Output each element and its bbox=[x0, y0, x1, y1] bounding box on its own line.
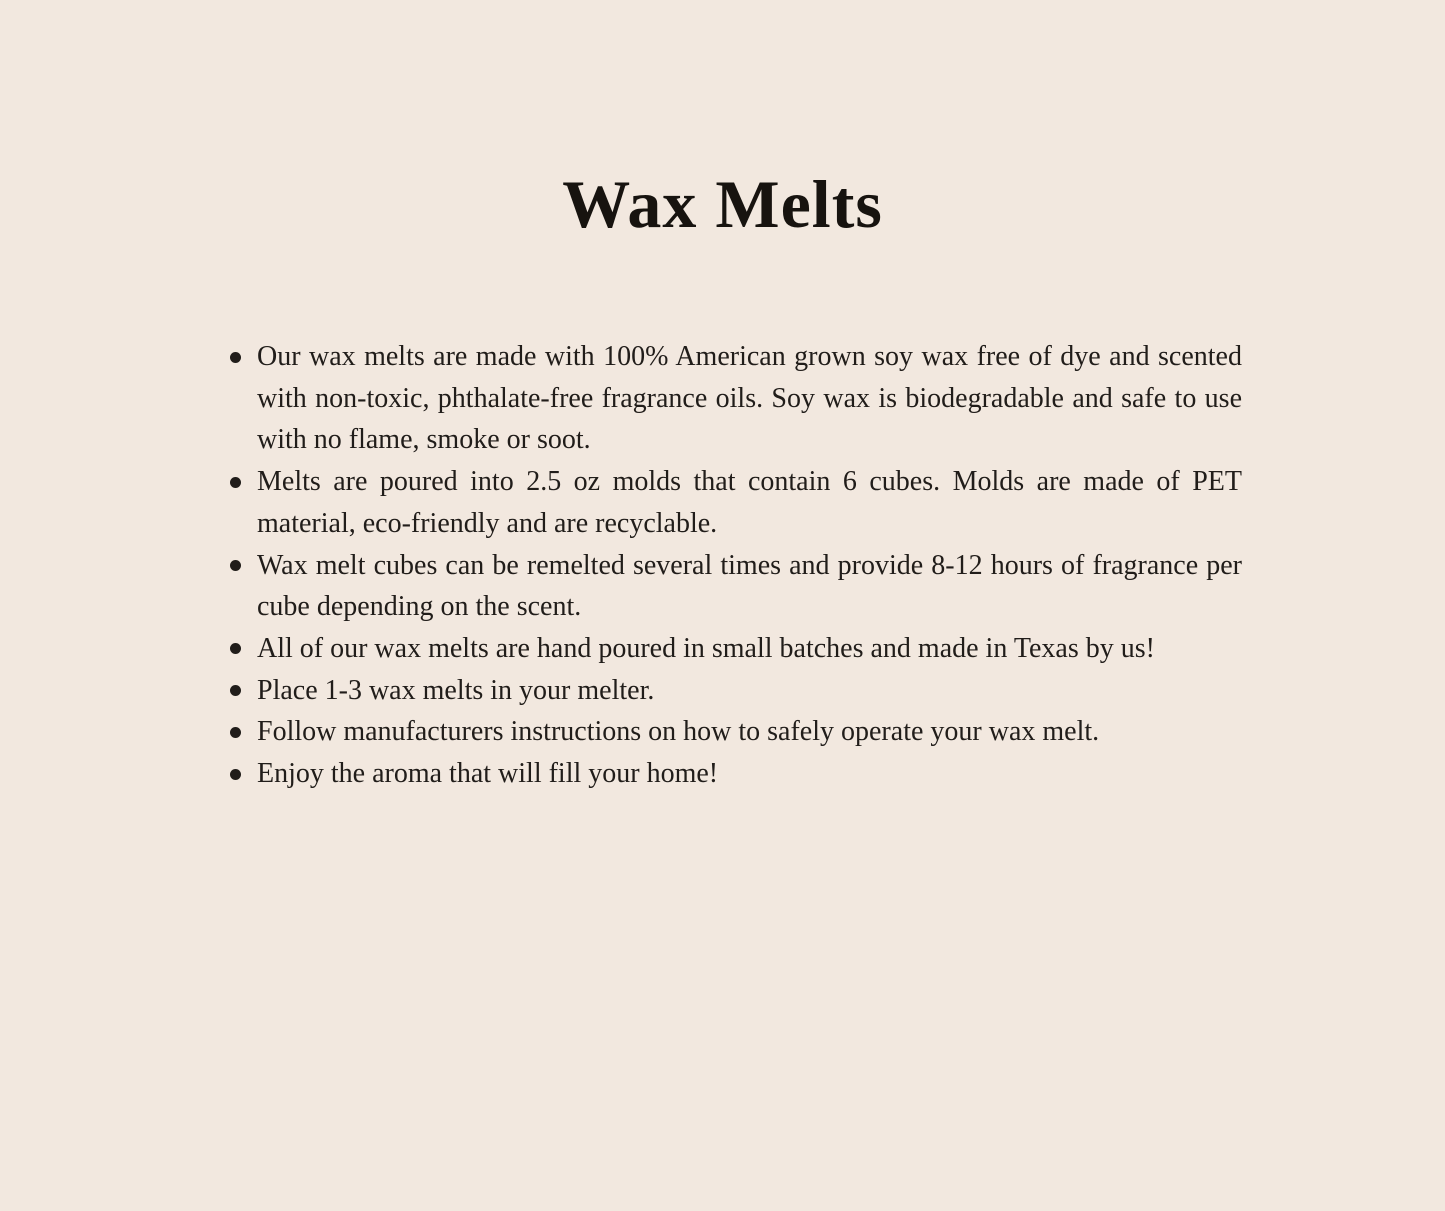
bullet-icon bbox=[230, 477, 241, 488]
bullet-text: Enjoy the aroma that will fill your home! bbox=[257, 758, 719, 790]
bullet-text: Place 1-3 wax melts in your melter. bbox=[257, 674, 655, 706]
list-item bbox=[230, 545, 1242, 628]
list-item bbox=[230, 336, 1242, 461]
list-item bbox=[230, 628, 1242, 670]
bullet-text: Melts are poured into 2.5 oz molds that contain 6 cubes. Molds are made of PET material, eco-friendly and are recyclable. bbox=[257, 466, 1242, 539]
bullet-icon bbox=[230, 352, 241, 363]
bullet-icon bbox=[230, 769, 241, 780]
bullet-icon bbox=[230, 727, 241, 738]
bullet-icon bbox=[230, 560, 241, 571]
bullet-text: Our wax melts are made with 100% American grown soy wax free of dye and scented with non-toxic, phthalate-free fragrance oils. Soy wax is biodegradable and safe to use with no flame, smoke or soot. bbox=[257, 341, 1242, 456]
bullet-text: Wax melt cubes can be remelted several times and provide 8-12 hours of fragrance per cube depending on the scent. bbox=[257, 549, 1242, 623]
list-item bbox=[230, 461, 1242, 544]
bullet-icon bbox=[230, 685, 241, 696]
bullet-text: Follow manufacturers instructions on how to safely operate your wax melt. bbox=[257, 716, 1100, 748]
bullet-icon bbox=[230, 643, 241, 654]
bullet-text: All of our wax melts are hand poured in small batches and made in Texas by us! bbox=[257, 632, 1155, 664]
bullet-list bbox=[230, 336, 1242, 795]
list-item bbox=[230, 711, 1242, 753]
list-item bbox=[230, 670, 1242, 712]
page-title: Wax Melts bbox=[562, 166, 883, 242]
list-item bbox=[230, 753, 1242, 795]
